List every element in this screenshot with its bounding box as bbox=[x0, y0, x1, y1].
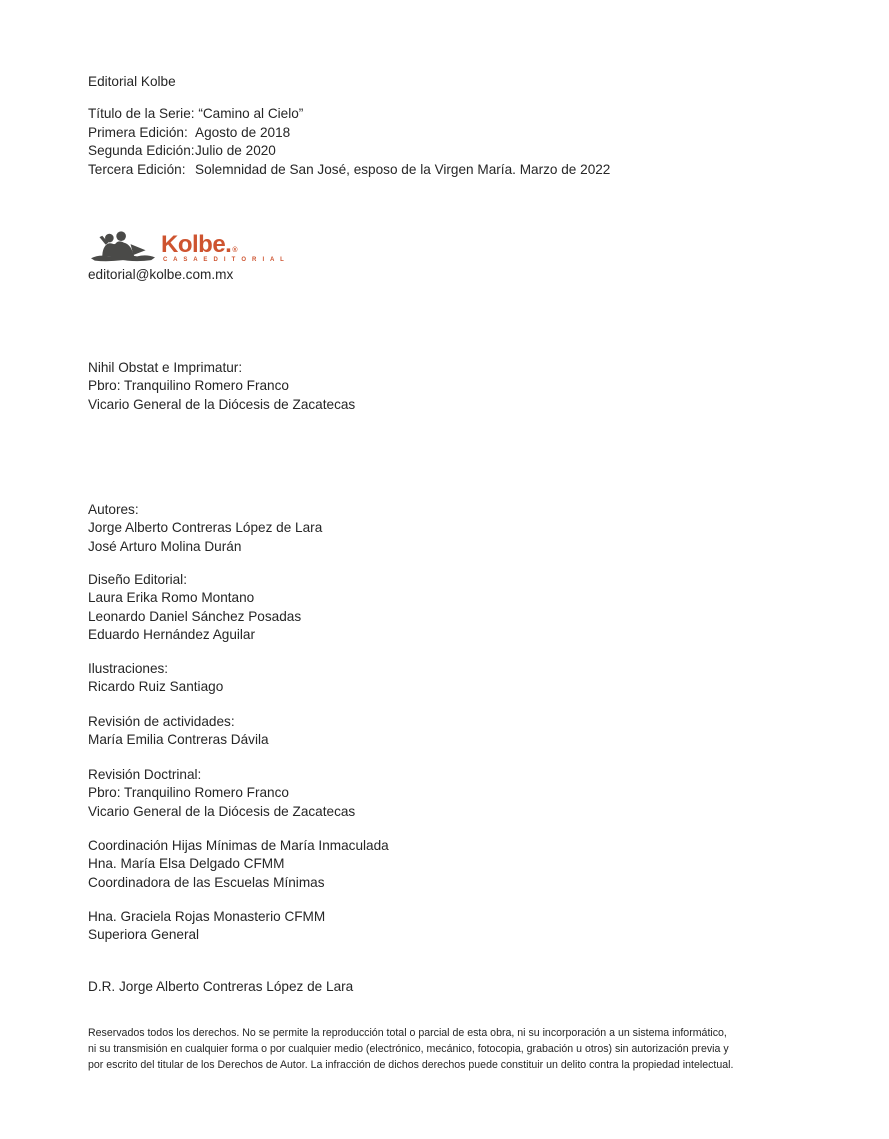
illustrations-section bbox=[88, 660, 829, 697]
edition-value: Agosto de 2018 bbox=[195, 124, 291, 140]
section-line: Superiora General bbox=[88, 927, 200, 942]
brand-tagline: C A S A E D I T O R I A L bbox=[163, 257, 287, 263]
kolbe-wordmark bbox=[161, 231, 286, 263]
doctrinal-review-section bbox=[88, 766, 829, 822]
brand-text: Kolbe. bbox=[161, 231, 232, 258]
publisher-email: editorial@kolbe.com.mx bbox=[88, 267, 234, 282]
nihil-obstat-section bbox=[88, 359, 829, 415]
edition-row-first bbox=[88, 124, 829, 143]
section-line: Hna. María Elsa Delgado CFMM bbox=[88, 856, 285, 871]
section-line: Ricardo Ruiz Santiago bbox=[88, 679, 224, 694]
section-line: Jorge Alberto Contreras López de Lara bbox=[88, 520, 323, 535]
section-line: Pbro: Tranquilino Romero Franco bbox=[88, 378, 289, 393]
section-line: Hna. Graciela Rojas Monasterio CFMM bbox=[88, 908, 326, 924]
section-line: Coordinadora de las Escuelas Mínimas bbox=[88, 874, 325, 890]
rights-notice bbox=[88, 1025, 777, 1073]
section-title: Coordinación Hijas Mínimas de María Inmaculada bbox=[88, 837, 389, 853]
section-line: Leonardo Daniel Sánchez Posadas bbox=[88, 608, 302, 624]
editorial-design-section bbox=[88, 571, 829, 645]
activities-review-section bbox=[88, 713, 829, 750]
section-line: Pbro: Tranquilino Romero Franco bbox=[88, 785, 289, 800]
section-line: María Emilia Contreras Dávila bbox=[88, 732, 269, 747]
edition-info bbox=[88, 105, 829, 179]
legal-line: ni su transmisión en cualquier forma o por cualquier medio (electrónico, mecánico, fotocopia, grabación u otros) sin autorización previa y bbox=[88, 1042, 729, 1055]
section-line: Vicario General de la Diócesis de Zacatecas bbox=[88, 803, 356, 819]
coordination-section bbox=[88, 837, 829, 893]
edition-value: Solemnidad de San José, esposo de la Virgen María. Marzo de 2022 bbox=[195, 161, 611, 177]
rights-holder-line: D.R. Jorge Alberto Contreras López de Lara bbox=[88, 978, 354, 994]
registered-trademark-symbol: ® bbox=[232, 247, 238, 254]
section-title: Revisión Doctrinal: bbox=[88, 766, 202, 782]
edition-label: Segunda Edición: bbox=[88, 143, 195, 158]
publisher-logo bbox=[88, 231, 829, 285]
kolbe-logo bbox=[88, 231, 829, 263]
legal-line: Reservados todos los derechos. No se permite la reproducción total o parcial de esta obra, ni su incorporación a un sistema informático, bbox=[88, 1026, 727, 1039]
section-line: Eduardo Hernández Aguilar bbox=[88, 627, 256, 642]
publisher-name: Editorial Kolbe bbox=[88, 74, 176, 89]
section-title: Diseño Editorial: bbox=[88, 571, 187, 587]
edition-row-third bbox=[88, 161, 829, 180]
section-line: José Arturo Molina Durán bbox=[88, 538, 242, 554]
children-reading-icon bbox=[88, 231, 158, 263]
legal-line: por escrito del titular de los Derechos de Autor. La infracción de dichos derechos puede constituir un delito contra la propiedad intelectual. bbox=[88, 1058, 734, 1071]
authors-section bbox=[88, 501, 829, 557]
edition-label: Tercera Edición: bbox=[88, 161, 186, 177]
edition-label: Primera Edición: bbox=[88, 124, 188, 140]
section-title: Revisión de actividades: bbox=[88, 713, 235, 729]
edition-value: Julio de 2020 bbox=[195, 143, 276, 158]
section-title: Autores: bbox=[88, 501, 139, 517]
superior-general-section bbox=[88, 908, 829, 945]
section-title: Ilustraciones: bbox=[88, 660, 169, 676]
edition-row-second bbox=[88, 142, 829, 161]
section-line: Laura Erika Romo Montano bbox=[88, 590, 255, 605]
series-title-line: Título de la Serie: “Camino al Cielo” bbox=[88, 106, 304, 121]
section-line: Vicario General de la Diócesis de Zacatecas bbox=[88, 396, 356, 412]
section-title: Nihil Obstat e Imprimatur: bbox=[88, 359, 243, 375]
